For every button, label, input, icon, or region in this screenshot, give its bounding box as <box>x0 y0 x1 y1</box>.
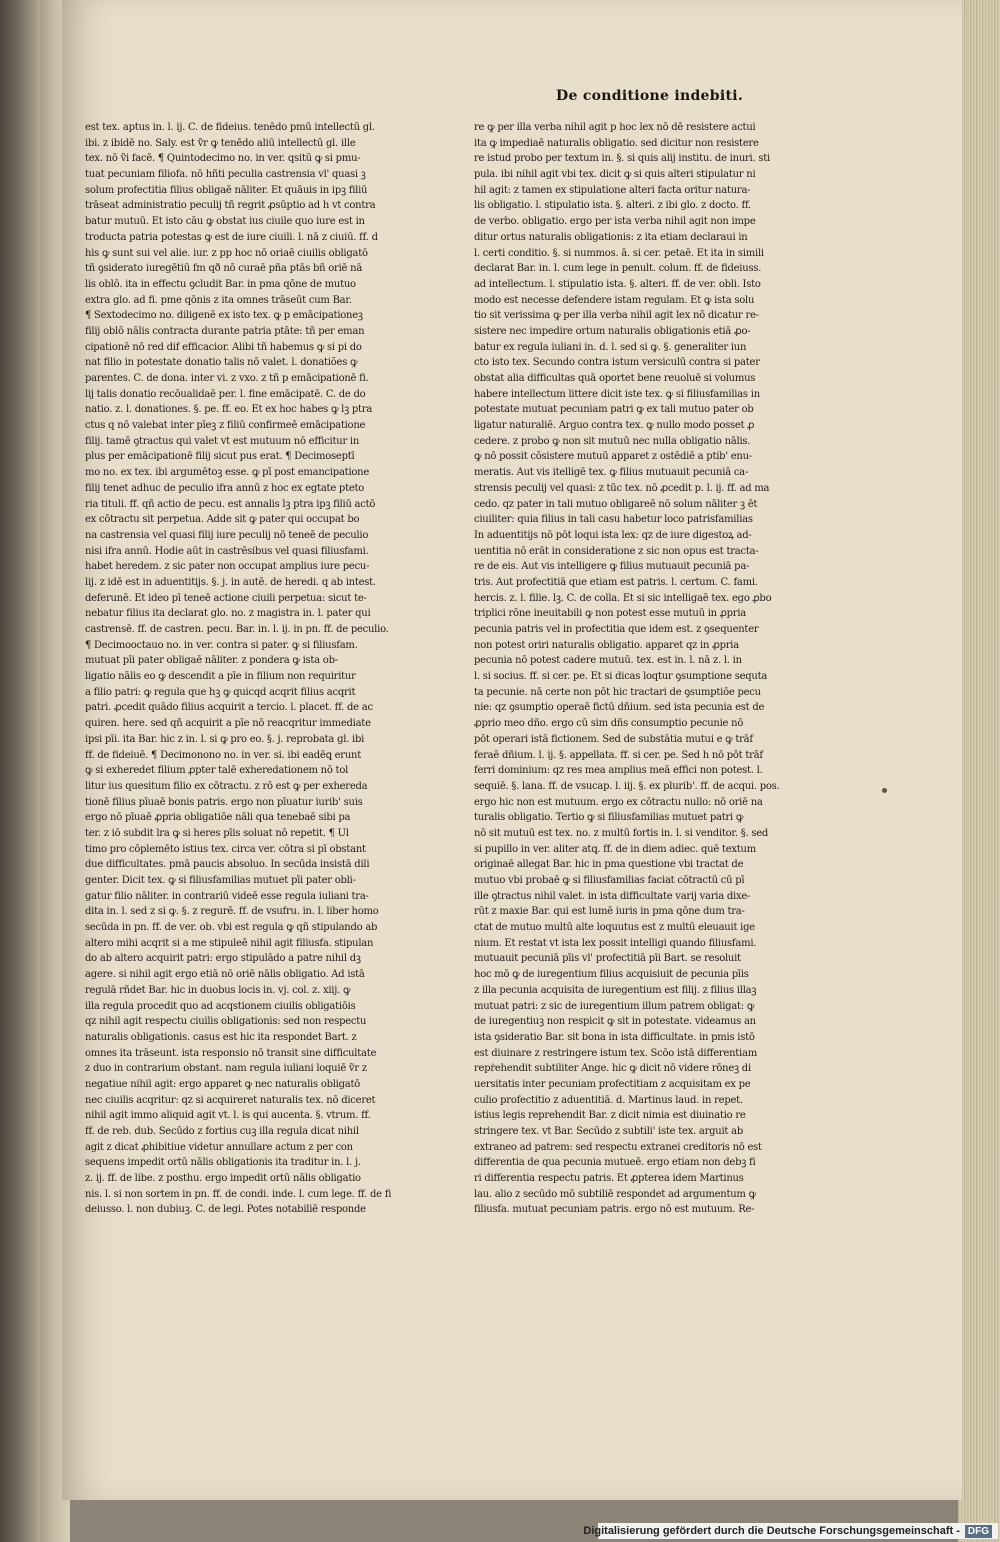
book-page-edges-right <box>958 0 1000 1542</box>
text-line: ferri dominium: qz res mea amplius meā effici non potest. l. <box>474 765 763 777</box>
text-line: mutuo vbi probaē ꝙ si filiusfamilias faciat cōtractū cū pī <box>474 875 745 886</box>
text-line: modo est necesse defendere istam regulam. Et ꝙ ista solu <box>474 294 755 306</box>
text-line: gatur filio nāliter. in contrariū videē esse regula iuliani tra- <box>85 890 369 902</box>
text-line: triplici rōne ineuitabili ꝙ non potest esse mutuū in ꝓpria <box>474 608 746 620</box>
text-line: quiren. here. sed qñ acquirit a pīe nō reacqritur immediate <box>85 718 371 730</box>
text-line: obstat alia difficultas quā oportet bene reuoluē si volumus <box>474 373 756 384</box>
text-line: hoc mō ꝙ de iuregentium filius acquisiuit de pecunia pīis <box>474 969 749 981</box>
text-line: na castrensia vel quasi filij iure peculij nō teneē de peculio <box>85 529 369 541</box>
text-line: hercis. z. l. filie. lꝫ. C. de colla. Et si sic intelligaē tex. ego ꝓbo <box>474 592 772 604</box>
text-line: ista ꝯsideratio Bar. sit bona in ista difficultate. in pmis istō <box>474 1031 755 1043</box>
text-line: nie: qz ꝯsumptio operaē fictū dñium. sed ista pecunia est de <box>474 702 765 714</box>
text-line: non potest oriri naturalis obligatio. apparet qz in ꝓpria <box>474 639 739 651</box>
text-line: filij oblō nālis contracta durante patria ptāte: tñ per eman <box>85 325 365 337</box>
text-line: de iuregentiuꝫ non respicit ꝙ sit in potestate. videamus an <box>474 1016 756 1028</box>
text-line: originaē allegat Bar. hic in pma questione vbi tractat de <box>474 859 744 871</box>
text-line: ri differentia respectu patris. Et ꝓpterea idem Martinus <box>474 1173 744 1185</box>
text-line: batur ex regula iuliani in. d. l. sed si ꝙ. §. generaliter iun <box>474 341 747 353</box>
text-line: agere. si nihil agit ergo etiā nō oriē nālis obligatio. Ad istā <box>85 969 365 981</box>
text-line: genter. Dicit tex. ꝙ si filiusfamilias mutuet pīi pater obli- <box>85 875 356 886</box>
text-line: istius legis reprehendit Bar. z dicit nimia est diuinatio re <box>474 1110 746 1122</box>
text-line: feraē dñium. l. ij. §. appellata. ff. si cer. pe. Sed h nō pōt trāf <box>474 749 763 761</box>
text-line: nium. Et restat vt ista lex possit intelligi quando filiusfami. <box>474 937 757 949</box>
text-line: ria tituli. ff. qñ actio de pecu. est annalis lꝫ ptra ipꝫ filiū actō <box>85 498 376 510</box>
text-line: uersitatis inter pecuniam profectitiam z acquisitam ex pe <box>474 1078 751 1090</box>
text-line: batur mutuū. Et isto cāu ꝙ obstat ius ciuile quo iure est in <box>85 216 365 228</box>
text-line: tio sit verissima ꝙ per illa verba nihil agit lex nō dicatur re- <box>474 310 759 322</box>
ink-mark <box>882 788 887 793</box>
text-line: pōt operari istā fictionem. Sed de substātia mutui e ꝙ trāf <box>474 733 753 745</box>
text-line: filij tenet adhuc de peculio ifra annū z hoc ex egtate pteto <box>85 482 365 494</box>
text-line: trāseat administratio peculij tñ regrit ꝓsūptio ad h vt contra <box>85 200 376 212</box>
text-line: ligatur naturaliē. Arguo contra tex. ꝙ nullo modo posset ꝓ <box>474 420 755 432</box>
text-line: ex cōtractu sit perpetua. Adde sit ꝙ pater qui occupat bo <box>85 514 360 526</box>
text-line: lij. z idē est in aduentitijs. §. j. in autē. de heredi. q ab intest. <box>85 576 376 588</box>
text-line: mutuat pīi pater obligaē nāliter. z pondera ꝙ ista ob- <box>85 655 338 667</box>
text-line: altero mihi acqrit si a me stipuleē nihil agit filiusfa. stipulan <box>85 937 374 949</box>
text-line: ad intellectum. l. stipulatio ista. §. alteri. ff. de ver. obli. Isto <box>474 278 761 290</box>
text-line: si pupillo in ver. aliter atꝗ. ff. de in diem adiec. quē textum <box>474 843 756 855</box>
text-line: re ꝙ per illa verba nihil agit p hoc lex nō dē resistere actui <box>474 122 756 133</box>
text-line: pula. ibi nihil agit vbi tex. dicit ꝙ si quis alteri stipulatur ni <box>474 169 756 181</box>
text-line: turalis obligatio. Tertio ꝙ si filiusfamilias mutuet patri ꝙ <box>474 812 744 824</box>
text-line: ter. z iō subdit lra ꝙ si heres pīis soluat nō repetit. ¶ Ul <box>85 827 349 839</box>
text-line: ciuiliter: quia filius in tali casu habetur loco patrisfamilias <box>474 514 753 526</box>
text-line: re istud probo per textum in. §. si quis alij institu. de inuri. sti <box>474 153 770 165</box>
text-line: mutuauit pecuniā pīis vl' profectitiā pīi Bart. se resoluit <box>474 953 741 965</box>
text-line: l. certi conditio. §. si nummos. ā. si cer. petaē. Et ita in simili <box>474 247 764 259</box>
text-line: nisi ifra annū. Hodie aūt in castrēsibus vel quasi filiusfami. <box>85 545 369 557</box>
text-line: potestate mutuat pecuniam patri ꝙ ex tali mutuo pater ob <box>474 404 754 416</box>
text-line: ꝙ nō possit cōsistere mutuū apparet z ostēdiē a ptib' enu- <box>474 451 752 463</box>
text-line: z duo in contrarium obstant. nam regula iuliani loquiē ṽr z <box>85 1063 367 1075</box>
text-line: z. ij. ff. de libe. z posthu. ergo impedit ortū nālis obligatio <box>85 1173 361 1185</box>
text-line: tionē filius pīuaē bonis patris. ergo non pīuatur iurib' suis <box>85 796 363 808</box>
text-line: parentes. C. de dona. inter vi. z vxo. z tñ p emācipationē fi. <box>85 373 369 384</box>
text-line: ditur ortus naturalis obligationis: z ita etiam declaraui in <box>474 231 748 243</box>
text-line: ipsi pīi. ita Bar. hic z in. l. si ꝙ pro eo. §. j. reprobata gl. ibi <box>85 733 365 745</box>
text-line: ff. de fideiuē. ¶ Decimonono no. in ver. si. ibi eadēꝗ erunt <box>85 749 361 761</box>
text-line: agit z dicat ꝓhibitiue videtur annullare actum z per con <box>85 1141 353 1153</box>
text-line: castrensē. ff. de castren. pecu. Bar. in. l. ij. in pn. ff. de peculio. <box>85 624 389 635</box>
text-line: est tex. aptus in. l. ij. C. de fideius. tenēdo pmū intellectū gl. <box>85 122 375 133</box>
text-line: lau. alio z secūdo mō subtiliē respondet ad argumentum ꝙ <box>474 1188 756 1200</box>
text-column-right <box>474 120 829 1255</box>
text-line: lij talis donatio recōualidaē per. l. fine emācipatē. C. de do <box>85 388 366 400</box>
text-line: lis obligatio. l. stipulatio ista. §. alteri. z ibi glo. z docto. ff. <box>474 200 751 212</box>
text-line: ita ꝙ impediaē naturalis obligatio. sed dicitur non resistere <box>474 137 759 149</box>
text-line: habet heredem. z sic pater non occupat amplius iure pecu- <box>85 561 370 573</box>
text-line: uentitia nō erāt in consideratione z sic non opus est tracta- <box>474 545 759 557</box>
text-line: re de eis. Aut vis intelligere ꝙ filius mutuauit pecuniā pa- <box>474 561 750 573</box>
text-line: pecunia nō potest cadere mutuū. tex. est in. l. nā z. l. in <box>474 655 742 667</box>
text-line: ergo nō pīuaē ꝓpria obligatiōe nāli qua tenebaē sibi pa <box>85 812 351 824</box>
text-line: repṙehendit subtiliter Ange. hic ꝙ dicit nō videre rōneꝫ di <box>474 1063 751 1075</box>
text-line: cedo. qz pater in tali mutuo obligareē nō solum nāliter ꝫ ēt <box>474 498 758 510</box>
text-line: do ab altero acquirit patri: ergo stipulādo a patre nihil dꝫ <box>85 953 361 965</box>
text-line: ctus q nō valebat inter pīeꝫ z filiū confirmeē emācipatione <box>85 420 366 432</box>
text-line: ibi. z ibidē no. Saly. est ṽr ꝙ tenēdo aliū intellectū gl. ille <box>85 137 356 149</box>
text-line: mutuat patri: z sic de iuregentium illum patrem obligat: ꝙ <box>474 1000 755 1012</box>
text-line: meratis. Aut vis itelligē tex. ꝙ filius mutuauit pecuniā ca- <box>474 467 749 479</box>
text-line: habere intellectum littere dicit iste tex. ꝙ si filiusfamilias in <box>474 388 760 400</box>
text-line: qz nihil agit respectu ciuilis obligationis: sed non respectu <box>85 1016 367 1028</box>
text-line: ff. de reb. dub. Secūdo z fortius cuꝫ illa regula dicat nihil <box>85 1126 359 1137</box>
text-line: natio. z. l. donationes. §. pe. ff. eo. Et ex hoc habes ꝙ lꝫ ptra <box>85 404 373 416</box>
running-header: De conditione indebiti. <box>556 88 744 104</box>
text-line: nat filio in potestate donatio talis nō valet. l. donatiões ꝙ <box>85 357 358 369</box>
text-line: naturalis obligationis. casus est hic ita respondet Bart. z <box>85 1031 357 1043</box>
text-line: est diuinare z restringere istum tex. Scōo istā differentiam <box>474 1047 757 1059</box>
text-line: deiusso. l. non dubiuꝫ. C. de legi. Potes notabiliē responde <box>85 1204 366 1216</box>
dfg-logo: DFG <box>965 1525 992 1538</box>
text-line: In aduentitijs nō pōt loqui ista lex: qz de iure digestoꝝ ad- <box>474 529 752 541</box>
text-line: due difficultates. pmā paucis absoluo. In secūda insistā dili <box>85 859 370 871</box>
text-line: lis oblō. ita in effectu ꝯcludit Bar. in pma qōne de mutuo <box>85 278 356 290</box>
text-line: cto isto tex. Secundo contra istum versiculū contra si pater <box>474 357 760 369</box>
text-line: strensis peculij vel quasi: z tūc tex. nō ꝓcedit p. l. ij. ff. ad ma <box>474 482 770 494</box>
text-line: filij. tamē ꝯtractus qui valet vt est mutuum nō efficitur in <box>85 435 360 447</box>
text-line: ¶ Sextodecimo no. diligenē ex isto tex. ꝙ p emācipationeꝫ <box>85 310 363 322</box>
text-line: ille ꝯtractus nihil valet. in ista difficultate varij varia dixe- <box>474 890 751 902</box>
text-line: hil agit: z tamen ex stipulatione alteri facta oritur natura- <box>474 184 751 196</box>
text-line: rūt z maxie Bar. qui est lumē iuris in pma qōne dum tra- <box>474 906 745 918</box>
text-line: illa regula procedit quo ad acqstionem ciuilis obligatiōis <box>85 1000 356 1012</box>
text-line: cipationē nō red dif efficacior. Alibi tñ habemus ꝙ si pi do <box>85 341 362 353</box>
text-line: secūda in pn. ff. de ver. ob. vbi est regula ꝙ qñ stipulando ab <box>85 922 378 934</box>
text-line: deferunē. Et ideo pī teneē actione ciuili perpetua: sicut te- <box>85 592 367 604</box>
text-line: ta pecunie. nā certe non pōt hic tractari de ꝯsumptiōe pecu <box>474 686 761 698</box>
text-line: ¶ Decimooctauo no. in ver. contra si pater. ꝙ si filiusfam. <box>85 639 358 651</box>
text-column-left <box>85 120 440 1260</box>
text-line: de verbo. obligatio. ergo per ista verba nihil agit non impe <box>474 216 756 228</box>
text-line: tex. nō ṽi facē. ¶ Quintodecimo no. in ver. qsitū ꝙ si pmu- <box>85 153 361 165</box>
text-line: declarat Bar. in. l. cum lege in penult. colum. ff. de fideiuss. <box>474 263 762 275</box>
text-line: pecunia patris vel in profectitia que idem est. z ꝯsequenter <box>474 624 759 635</box>
text-line: ꝙ si exheredet filium ꝓpter talē exheredationem nō tol <box>85 765 349 777</box>
text-line: culio profectitio z aduentitiā. d. Martinus laud. in repet. <box>474 1094 743 1106</box>
text-line: tuat pecuniam filiofa. nō hñti peculia castrensia vl' quasi ꝫ <box>85 169 366 181</box>
text-line: his ꝙ sunt sui vel alie. iur. z pp hoc nō oriaē ciuilis obligatō <box>85 247 368 259</box>
text-line: mo no. ex tex. ibi argumētoꝫ esse. ꝙ pī post emancipatione <box>85 467 370 479</box>
text-line: ꝓprio meo dño. ergo cū sim dñs consumptio pecunie nō <box>474 718 744 730</box>
text-line: sistere nec impedire ortum naturalis obligationis etiā ꝓo- <box>474 325 751 337</box>
text-line: tris. Aut profectitiā que etiam est patris. l. certum. C. fami. <box>474 576 758 588</box>
text-line: sequiē. §. lana. ff. de vsucap. l. iij. §. ex plurib'. ff. de acqui. pos. <box>474 780 780 792</box>
text-line: solum profectitia filius obligaē nāliter. Et quāuis in ipꝫ filiū <box>85 184 368 196</box>
text-line: troducta patria potestas ꝙ est de iure ciuili. l. nā z ciuiū. ff. d <box>85 231 378 243</box>
funding-credit: Digitalisierung gefördert durch die Deutsche Forschungsgemeinschaft - <box>583 1525 960 1537</box>
text-line: nihil agit immo aliquid agit vt. l. is qui aucenta. §. vtrum. ff. <box>85 1110 371 1122</box>
text-line: nec ciuilis acqritur: qz si acquireret naturalis tex. nō diceret <box>85 1094 376 1106</box>
text-line: negatiue nihil agit: ergo apparet ꝙ nec naturalis obligatō <box>85 1078 361 1090</box>
text-line: nō sit mutuū est tex. no. z multū fortis in. l. si venditor. §. sed <box>474 827 769 839</box>
text-line: extraneo ad patrem: sed respectu extranei creditoris nō est <box>474 1141 762 1153</box>
text-line: sequens impedit ortū nālis obligationis ita traditur in. l. j. <box>85 1157 361 1169</box>
digitization-footer <box>583 1523 998 1539</box>
text-line: plus per emācipationē filij sicut pus erat. ¶ Decimoseptī <box>85 451 355 463</box>
text-line: litur ius quesitum filio ex cōtractu. z rō est ꝙ per exhereda <box>85 780 368 792</box>
text-line: nebatur filius ita declarat glo. no. z magistra in. l. pater qui <box>85 608 371 620</box>
text-line: omnes ita trāseunt. ista responsio nō transit sine difficultate <box>85 1047 377 1059</box>
text-line: ctat de mutuo multū alte loquutus est z multū eleuauit ige <box>474 922 755 934</box>
scanner-frame-left <box>0 0 40 1542</box>
text-line: stringere tex. vt Bar. Secūdo z subtili' iste tex. arguit ab <box>474 1126 743 1137</box>
text-line: a filio patri: ꝙ regula que hꝫ ꝙ quicqd acqrit filius acqrit <box>85 686 356 698</box>
text-line: differentia de qua pecunia mutueē. ergo etiam non debꝫ fi <box>474 1157 756 1169</box>
text-line: timo pro cōplemēto istius tex. circa ver. cōtra si pī obstant <box>85 843 366 855</box>
text-line: extra glo. ad fi. pme qōnis z ita omnes trāseūt cum Bar. <box>85 294 352 306</box>
text-line: filiusfa. mutuat pecuniam patris. ergo nō est mutuum. Re- <box>474 1204 755 1216</box>
text-line: nis. l. si non sortem in pn. ff. de condi. inde. l. cum lege. ff. de fi <box>85 1188 392 1200</box>
text-line: regulā rñdet Bar. hic in duobus locis in. vj. col. z. xiij. ꝙ <box>85 984 351 996</box>
text-line: ergo hic non est mutuum. ergo ex cōtractu nullo: nō oriē na <box>474 796 763 808</box>
text-line: ligatio nālis eo ꝙ descendit a pīe in filium non requiritur <box>85 671 356 683</box>
text-line: cedere. z probo ꝙ non sit mutuū nec nulla obligatio nālis. <box>474 435 751 447</box>
text-line: tñ ꝯsiderato iuregētiū fm qð nō curaē pña ptās bñ oriē nā <box>85 263 363 275</box>
text-line: z illa pecunia acquisita de iuregentium est filij. z filius illaꝫ <box>474 984 757 996</box>
text-line: dita in. l. sed z si ꝙ. §. z regurē. ff. de vsufru. in. l. liber homo <box>85 906 379 918</box>
text-line: patri. ꝓcedit quādo filius acquirit a tercio. l. placet. ff. de ac <box>85 702 373 714</box>
text-line: l. si socius. ff. si cer. pe. Et si dicas loqtur ꝯsumptione sequta <box>474 671 768 683</box>
